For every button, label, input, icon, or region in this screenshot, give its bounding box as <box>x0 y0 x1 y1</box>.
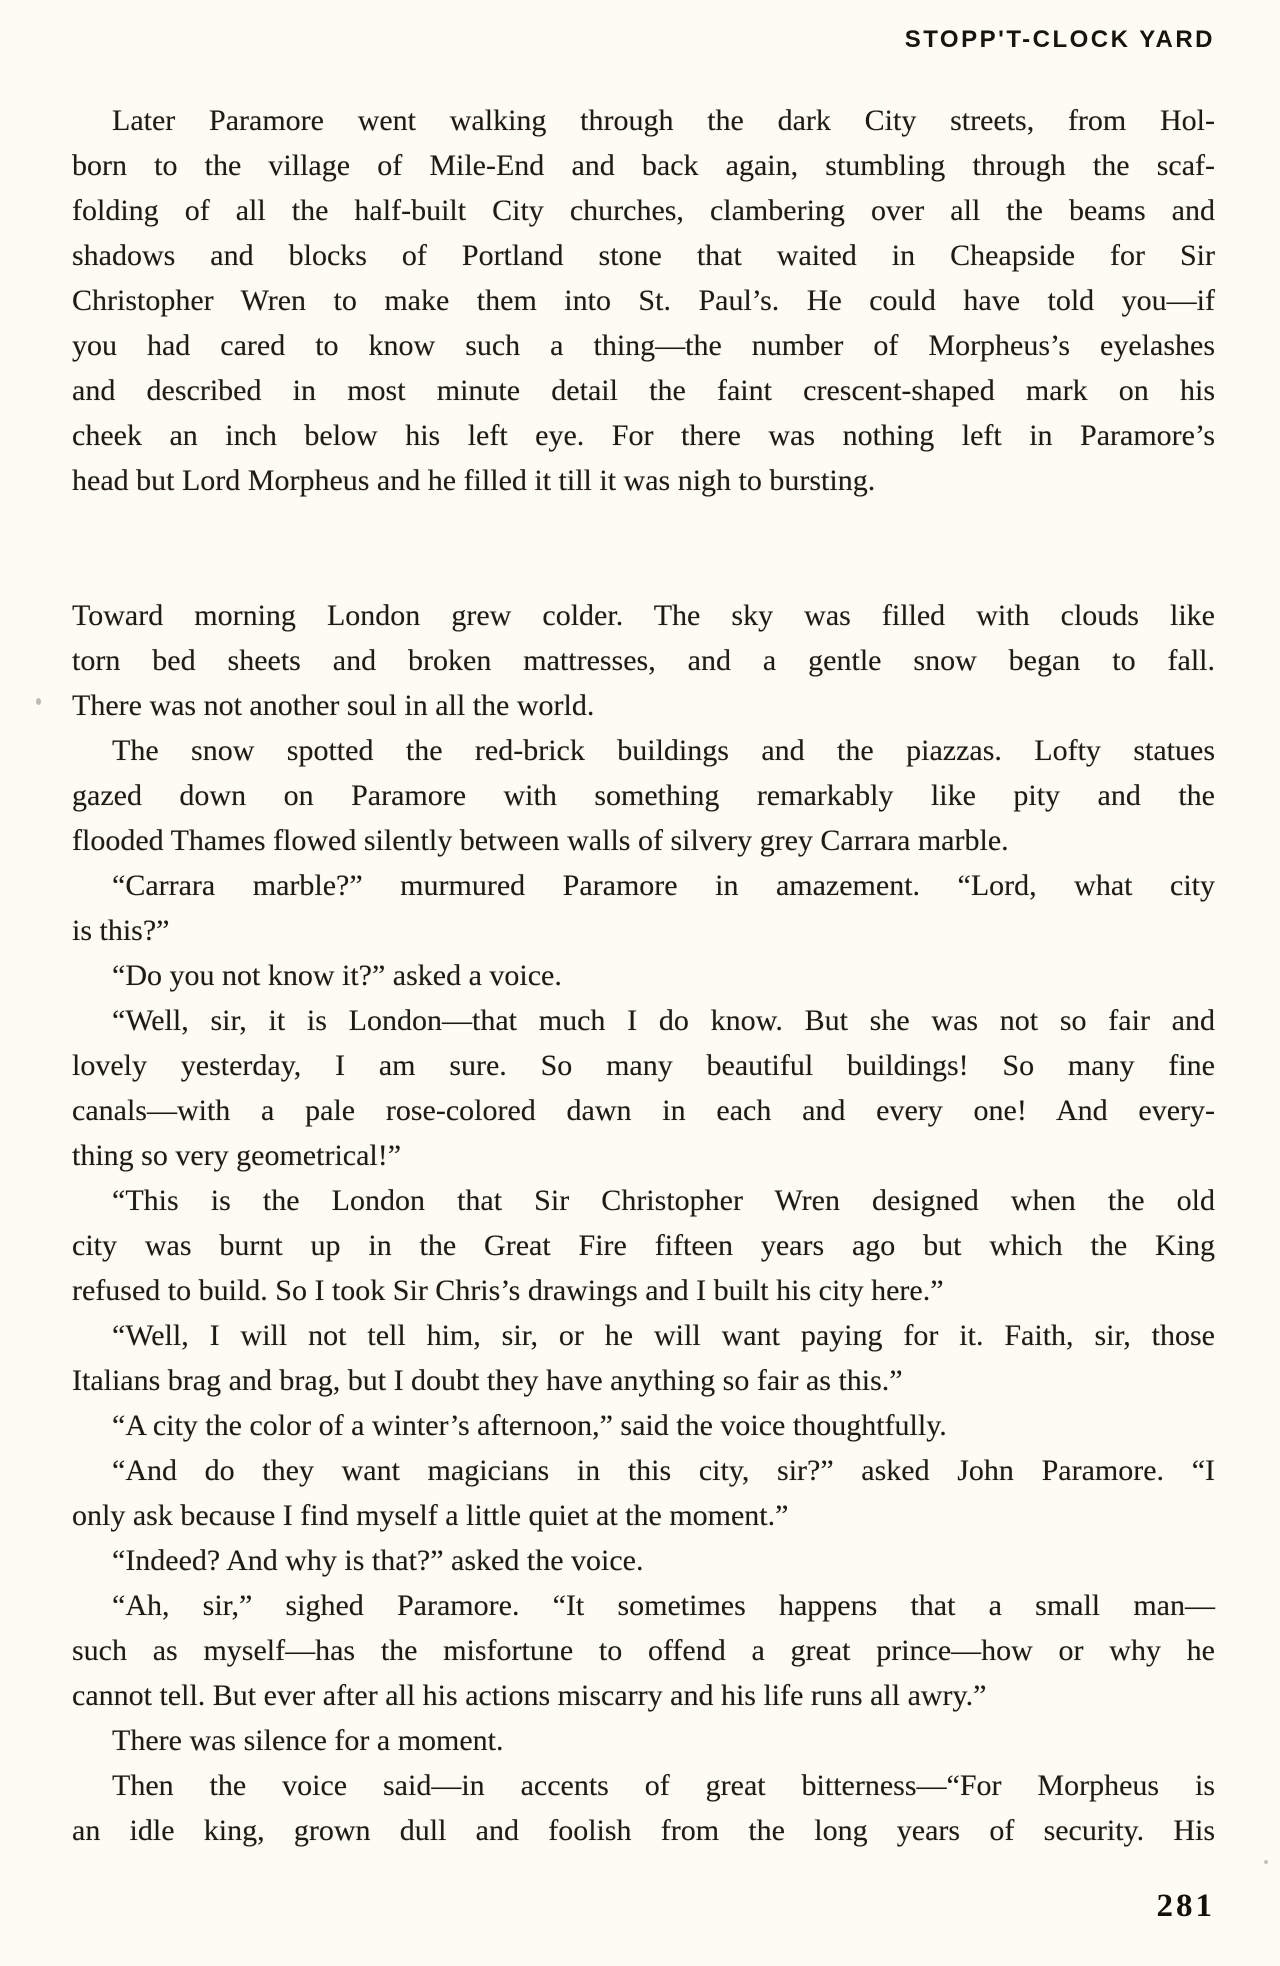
text-line: an idle king, grown dull and foolish from the long years of security. His <box>72 1814 1215 1847</box>
text-line: only ask because I find myself a little quiet at the moment.” <box>72 1499 789 1532</box>
text-line: “Well, sir, it is London—that much I do know. But she was not so fair and <box>112 1004 1215 1037</box>
text-line: torn bed sheets and broken mattresses, and a gentle snow began to fall. <box>72 644 1215 677</box>
text-line: Italians brag and brag, but I doubt they have anything so fair as this.” <box>72 1364 903 1397</box>
text-line: canals—with a pale rose-colored dawn in each and every one! And every- <box>72 1094 1215 1127</box>
paragraph <box>72 863 1215 953</box>
paragraph <box>72 1178 1215 1313</box>
text-line: “Carrara marble?” murmured Paramore in amazement. “Lord, what city <box>112 869 1215 902</box>
paragraph <box>72 1583 1215 1718</box>
paragraph <box>72 1763 1215 1853</box>
paragraph <box>72 998 1215 1178</box>
text-line: lovely yesterday, I am sure. So many beautiful buildings! So many fine <box>72 1049 1215 1082</box>
text-line: is this?” <box>72 914 170 947</box>
paragraph <box>72 1403 1215 1448</box>
text-line: Then the voice said—in accents of great bitterness—“For Morpheus is <box>112 1769 1215 1802</box>
text-line: “Indeed? And why is that?” asked the voice. <box>112 1544 644 1577</box>
text-line: Later Paramore went walking through the dark City streets, from Hol- <box>112 104 1215 137</box>
running-header: STOPP'T-CLOCK YARD <box>904 26 1215 53</box>
paragraph <box>72 1718 1215 1763</box>
text-line: “Ah, sir,” sighed Paramore. “It sometimes happens that a small man— <box>112 1589 1215 1622</box>
paragraph <box>72 1313 1215 1403</box>
text-line: cheek an inch below his left eye. For there was nothing left in Paramore’s <box>72 419 1215 452</box>
page-number: 281 <box>1156 1888 1215 1924</box>
text-line: thing so very geometrical!” <box>72 1139 402 1172</box>
text-line: shadows and blocks of Portland stone that waited in Cheapside for Sir <box>72 239 1215 272</box>
text-line: Christopher Wren to make them into St. Paul’s. He could have told you—if <box>72 284 1215 317</box>
paragraph <box>72 1448 1215 1538</box>
paragraph <box>72 1538 1215 1583</box>
text-line: There was silence for a moment. <box>112 1724 504 1757</box>
paragraph <box>72 728 1215 863</box>
text-line: born to the village of Mile-End and back again, stumbling through the scaf- <box>72 149 1215 182</box>
text-line: flooded Thames flowed silently between walls of silvery grey Carrara marble. <box>72 824 1009 857</box>
text-line: folding of all the half-built City churches, clambering over all the beams and <box>72 194 1215 227</box>
text-line: “And do they want magicians in this city, sir?” asked John Paramore. “I <box>112 1454 1215 1487</box>
text-line: refused to build. So I took Sir Chris’s drawings and I built his city here.” <box>72 1274 944 1307</box>
text-line: There was not another soul in all the world. <box>72 689 595 722</box>
text-line: head but Lord Morpheus and he filled it till it was nigh to bursting. <box>72 464 876 497</box>
text-line: city was burnt up in the Great Fire fifteen years ago but which the King <box>72 1229 1215 1262</box>
text-line: “Do you not know it?” asked a voice. <box>112 959 562 992</box>
text-line: Toward morning London grew colder. The sky was filled with clouds like <box>72 599 1215 632</box>
text-line: “This is the London that Sir Christopher Wren designed when the old <box>112 1184 1215 1217</box>
paragraph <box>72 98 1215 503</box>
paper-speck <box>36 698 41 705</box>
text-line: “Well, I will not tell him, sir, or he will want paying for it. Faith, sir, those <box>112 1319 1215 1352</box>
paragraph <box>72 953 1215 998</box>
paper-speck <box>1264 1860 1268 1864</box>
text-line: The snow spotted the red-brick buildings and the piazzas. Lofty statues <box>112 734 1215 767</box>
paragraph <box>72 593 1215 728</box>
text-line: such as myself—has the misfortune to offend a great prince—how or why he <box>72 1634 1215 1667</box>
text-line: “A city the color of a winter’s afternoon,” said the voice thoughtfully. <box>112 1409 947 1442</box>
text-line: gazed down on Paramore with something remarkably like pity and the <box>72 779 1215 812</box>
text-line: cannot tell. But ever after all his actions miscarry and his life runs all awry.” <box>72 1679 987 1712</box>
body-text <box>72 98 1215 1853</box>
text-line: and described in most minute detail the faint crescent-shaped mark on his <box>72 374 1215 407</box>
text-line: you had cared to know such a thing—the number of Morpheus’s eyelashes <box>72 329 1215 362</box>
